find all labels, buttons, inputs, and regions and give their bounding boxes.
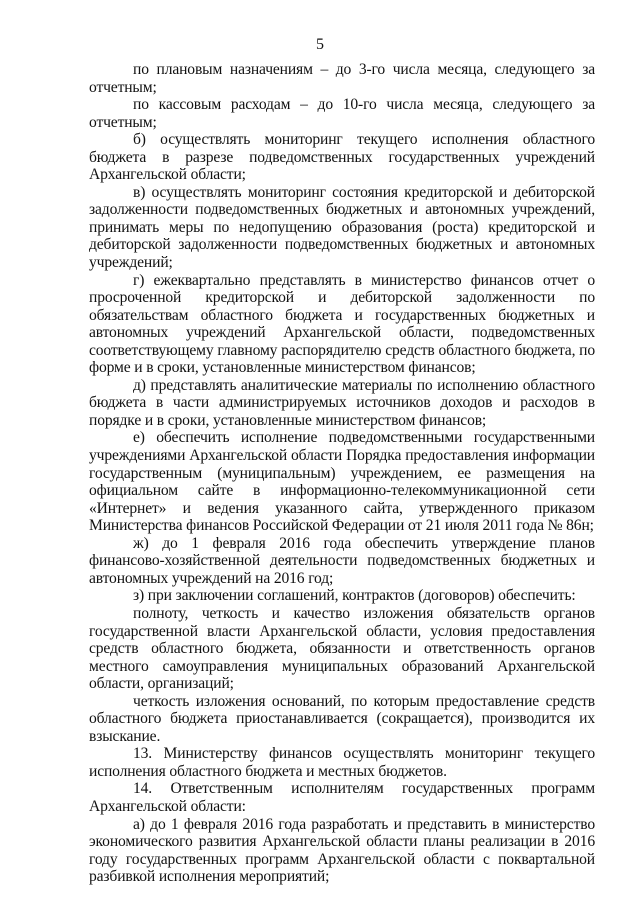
paragraph-item-d: д) представлять аналитические материалы по исполнению областного бюджета в части администрируемых источников доходов и расходов в порядке и в сроки, установленные министерством финансов; bbox=[89, 376, 595, 429]
paragraph-item-v: в) осуществлять мониторинг состояния кредиторской и дебиторской задолженности подведомственных бюджетных и автономных учреждений, принимать меры по недопущению образования (роста) кредиторской и дебиторской задолженности подведомственных бюджетных и автономных учреждений; bbox=[89, 183, 595, 272]
paragraph-item-z: з) при заключении соглашений, контрактов (договоров) обеспечить: bbox=[133, 587, 576, 605]
document-body bbox=[89, 61, 595, 886]
page-number: 5 bbox=[316, 36, 324, 53]
paragraph-clarity: четкость изложения оснований, по которым предоставление средств областного бюджета приостанавливается (сокращается), производится их взыскание. bbox=[89, 692, 595, 745]
paragraph-planned-deadline: по плановым назначениям – до 3-го числа месяца, следующего за отчетным; bbox=[89, 61, 595, 96]
paragraph-completeness: полноту, четкость и качество изложения обязательств органов государственной власти Архангельской области, условия предоставления средств областного бюджета, обязанности и ответственность органов местного самоуправления муниципальных образований Архангельской области, организаций; bbox=[89, 604, 595, 693]
paragraph-section-13: 13. Министерству финансов осуществлять мониторинг текущего исполнения областного бюджета и местных бюджетов. bbox=[89, 745, 595, 780]
paragraph-item-a: а) до 1 февраля 2016 года разработать и представить в министерство экономического развития Архангельской области планы реализации в 2016 году государственных программ Архангельской области с поквартальной разбивкой исполнения мероприятий; bbox=[89, 815, 595, 886]
paragraph-item-e: е) обеспечить исполнение подведомственными государственными учреждениями Архангельской области Порядка предоставления информации государственным (муниципальным) учреждением, ее размещения на официальном сайте в информационно-телекоммуникационной сети «Интернет» и ведения указанного сайта, утвержденного приказом Министерства финансов Российской Федерации от 21 июля 2011 года № 86н; bbox=[89, 429, 595, 535]
paragraph-cash-deadline: по кассовым расходам – до 10-го числа месяца, следующего за отчетным; bbox=[89, 96, 595, 131]
paragraph-section-14: 14. Ответственным исполнителям государственных программ Архангельской области: bbox=[89, 780, 595, 815]
paragraph-item-zh: ж) до 1 февраля 2016 года обеспечить утверждение планов финансово-хозяйственной деятельности подведомственных бюджетных и автономных учреждений на 2016 год; bbox=[89, 534, 595, 587]
paragraph-item-b: б) осуществлять мониторинг текущего исполнения областного бюджета в разрезе подведомственных государственных учреждений Архангельской области; bbox=[89, 131, 595, 184]
paragraph-item-g: г) ежеквартально представлять в министерство финансов отчет о просроченной кредиторской и дебиторской задолженности по обязательствам областного бюджета и государственных бюджетных и автономных учреждений Архангельской области, подведомственных соответствующему главному распорядителю средств областного бюджета, по форме и в сроки, установленные министерством финансов; bbox=[89, 271, 595, 377]
